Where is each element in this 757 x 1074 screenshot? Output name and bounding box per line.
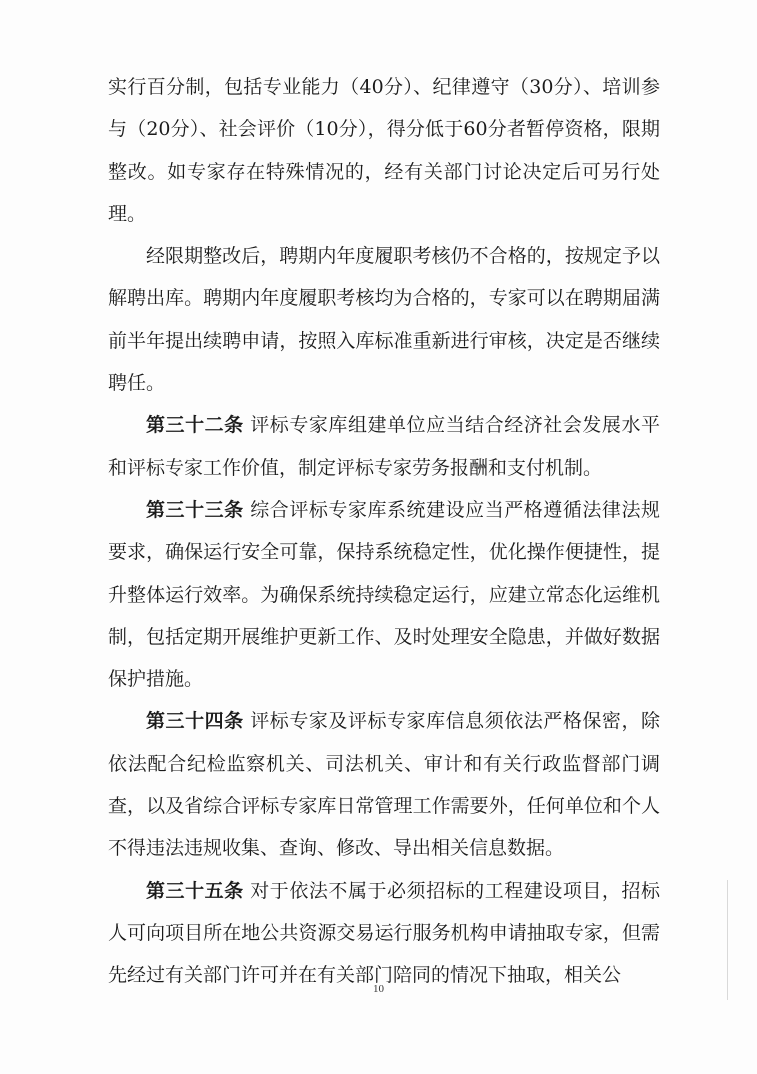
scan-edge-mark	[727, 880, 728, 1000]
article-32-text: 评标专家库组建单位应当结合经济社会发展水平和评标专家工作价值，制定评标专家劳务报酬和支付机制。	[108, 414, 660, 479]
article-34	[108, 700, 660, 869]
article-32	[108, 404, 660, 489]
article-34-number: 第三十四条	[146, 710, 244, 733]
article-33-text: 综合评标专家库系统建设应当严格遵循法律法规要求，确保运行安全可靠，保持系统稳定性，优化操作便捷性，提升整体运行效率。为确保系统持续稳定运行，应建立常态化运维机制，包括定期开展维护更新工作、及时处理安全隐患，并做好数据保护措施。	[108, 498, 660, 691]
paragraph-2-text: 经限期整改后，聘期内年度履职考核仍不合格的，按规定予以解聘出库。聘期内年度履职考核均为合格的，专家可以在聘期届满前半年提出续聘申请，按照入库标准重新进行审核，决定是否继续聘任。	[108, 245, 660, 395]
paragraph-1	[108, 66, 660, 235]
article-33	[108, 489, 660, 700]
paragraph-2	[108, 235, 660, 404]
article-32-number: 第三十二条	[146, 414, 244, 437]
body-text	[108, 66, 660, 997]
article-35	[108, 870, 660, 997]
paragraph-1-text: 实行百分制，包括专业能力（40分）、纪律遵守（30分）、培训参与（20分）、社会评价（10分），得分低于60分者暂停资格，限期整改。如专家存在特殊情况的，经有关部门讨论决定后可另行处理。	[108, 76, 660, 225]
page-number: 10	[373, 983, 384, 995]
article-35-number: 第三十五条	[146, 879, 244, 902]
article-33-number: 第三十三条	[146, 498, 244, 521]
article-35-text: 对于依法不属于必须招标的工程建设项目，招标人可向项目所在地公共资源交易运行服务机构申请抽取专家，但需先经过有关部门许可并在有关部门陪同的情况下抽取，相关公	[108, 879, 660, 987]
article-34-text: 评标专家及评标专家库信息须依法严格保密，除依法配合纪检监察机关、司法机关、审计和有关行政监督部门调查，以及省综合评标专家库日常管理工作需要外，任何单位和个人不得违法违规收集、查询、修改、导出相关信息数据。	[108, 710, 660, 860]
